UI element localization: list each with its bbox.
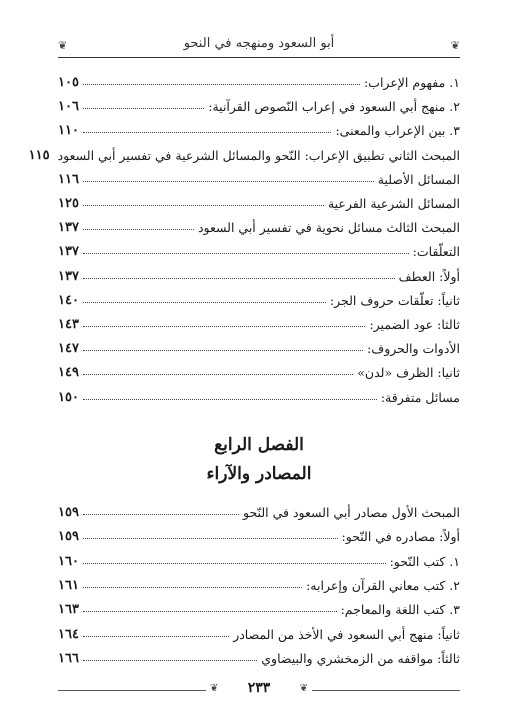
- toc-entry-page-number: ١٦٣: [58, 602, 79, 618]
- header-title: أبو السعود ومنهجه في النحو: [183, 36, 335, 51]
- toc-entry-label: ٢. منهج أبي السعود في إعراب النّصوص القرآنية:: [208, 99, 460, 115]
- toc-entry-label: ١. مفهوم الإعراب:: [363, 75, 460, 90]
- toc-entry-label: ثانياً: منهج أبي السعود في الأخذ من المصادر: [233, 626, 460, 642]
- header-rule: [58, 57, 460, 58]
- page-footer: [58, 680, 460, 700]
- toc-entry: [58, 642, 460, 666]
- header-ornament-left-icon: ❦: [58, 39, 68, 52]
- toc-entry-page-number: ١٥٠: [58, 389, 79, 405]
- toc-entry: [58, 66, 460, 90]
- toc-entry: [58, 260, 460, 284]
- toc-entry-label: المسائل الشرعية الفرعية: [327, 196, 460, 211]
- toc-leader-dots: [83, 586, 302, 588]
- toc-entry-page-number: ١١٦: [58, 171, 79, 187]
- toc-leader-dots: [83, 107, 204, 109]
- toc-leader-dots: [83, 635, 229, 637]
- toc-entry-page-number: ١٠٦: [58, 99, 79, 115]
- toc-leader-dots: [83, 131, 331, 133]
- toc-entry-label: ثانيا: الظرف «لدن»: [357, 365, 460, 381]
- toc-entry-page-number: ١٣٧: [58, 220, 79, 236]
- toc-entry-label: المسائل الأصلية: [377, 171, 460, 187]
- toc-entry: [58, 545, 460, 569]
- page-number: ٢٣٣: [247, 680, 271, 696]
- toc-entry: [58, 332, 460, 356]
- toc-entry: [58, 211, 460, 235]
- toc-entry-page-number: ١٣٧: [58, 244, 79, 260]
- toc-entry: [58, 114, 460, 138]
- toc-leader-dots: [83, 301, 326, 303]
- toc-entry-page-number: ١٣٧: [58, 268, 79, 284]
- toc-entry-label: مسائل متفرقة:: [380, 389, 460, 405]
- toc-leader-dots: [83, 277, 395, 279]
- toc-entry-label: المبحث الثاني تطبيق الإعراب: النّحو والمسائل الشرعية في تفسير أبي السعود: [57, 147, 460, 163]
- toc-leader-dots: [83, 349, 363, 351]
- header-ornament-right-icon: ❦: [450, 39, 460, 52]
- toc-entry: [58, 569, 460, 593]
- toc-entry-page-number: ١٥٩: [58, 505, 79, 520]
- toc-entry-label: الأدوات والحروف:: [367, 341, 460, 357]
- toc-entry-page-number: ١١٥: [28, 147, 50, 163]
- chapter-subtitle: المصادر والآراء: [206, 464, 312, 484]
- toc-entry-page-number: ١٤٠: [58, 292, 79, 308]
- toc-entry-page-number: ١٤٩: [58, 365, 79, 381]
- toc-leader-dots: [83, 513, 239, 515]
- toc-leader-dots: [83, 180, 374, 182]
- toc-leader-dots: [83, 252, 409, 254]
- footer-rule-right: [312, 690, 460, 691]
- toc-leader-dots: [83, 204, 324, 206]
- toc-entry: [58, 187, 460, 211]
- toc-entry: [58, 593, 460, 617]
- toc-leader-dots: [83, 83, 360, 85]
- toc-entry-label: ثالثاً: مواقفه من الزمخشري والبيضاوي: [261, 650, 460, 666]
- toc-entry-page-number: ١٦٦: [58, 650, 79, 666]
- toc-leader-dots: [83, 398, 377, 400]
- toc-entry-label: أولاً: مصادره في النّحو:: [341, 529, 460, 545]
- toc-entry-page-number: ١٦٠: [58, 553, 79, 569]
- toc-entry-label: ٣. بين الإعراب والمعنى:: [335, 123, 460, 139]
- toc-entry-label: المبحث الثالث مسائل نحوية في تفسير أبي السعود: [197, 220, 460, 236]
- toc-entry: [58, 90, 460, 114]
- toc-entry-page-number: ١٠٥: [58, 75, 79, 90]
- toc-entry: [28, 139, 460, 163]
- toc-entry: [58, 496, 460, 520]
- toc-entry-page-number: ١٢٥: [58, 196, 79, 211]
- toc-entry: [58, 520, 460, 544]
- toc-leader-dots: [83, 610, 337, 612]
- toc-entry-page-number: ١٤٧: [58, 341, 79, 357]
- footer-ornament-left-icon: ❦: [210, 683, 219, 694]
- toc-leader-dots: [83, 325, 366, 327]
- toc-entry: [58, 284, 460, 308]
- toc-leader-dots: [83, 537, 338, 539]
- toc-entry-label: ١. كتب النّحو:: [389, 553, 460, 569]
- toc-entry-page-number: ١١٠: [58, 123, 79, 139]
- toc-entry: [58, 235, 460, 259]
- toc-leader-dots: [83, 659, 257, 661]
- toc-entry: [58, 356, 460, 380]
- running-header: [58, 30, 460, 60]
- toc-entry: [58, 163, 460, 187]
- toc-entry: [58, 618, 460, 642]
- toc-entry: [58, 308, 460, 332]
- toc-entry: [58, 381, 460, 405]
- toc-entry-page-number: ١٦٤: [58, 626, 79, 642]
- footer-ornament-right-icon: ❦: [299, 683, 308, 694]
- toc-entry-label: التعلّقات:: [412, 244, 460, 260]
- toc-entry-label: المبحث الأول مصادر أبي السعود في النّحو: [243, 505, 460, 520]
- toc-leader-dots: [83, 562, 386, 564]
- toc-entry-page-number: ١٦١: [58, 577, 79, 593]
- toc-entry-label: ثالثا: عود الضمير:: [369, 317, 460, 332]
- toc-entry-label: ثانياً: تعلّقات حروف الجر:: [329, 292, 460, 308]
- toc-entry-label: ٢. كتب معاني القرآن وإعرابه:: [306, 577, 460, 593]
- toc-entry-label: ٣. كتب اللغة والمعاجم:: [340, 602, 460, 618]
- toc-leader-dots: [83, 373, 353, 375]
- toc-entry-page-number: ١٥٩: [58, 529, 79, 545]
- toc-leader-dots: [83, 228, 194, 230]
- toc-entry-label: أولاً: العطف: [398, 268, 460, 284]
- chapter-title: الفصل الرابع: [214, 435, 304, 455]
- toc-entry-page-number: ١٤٣: [58, 317, 79, 332]
